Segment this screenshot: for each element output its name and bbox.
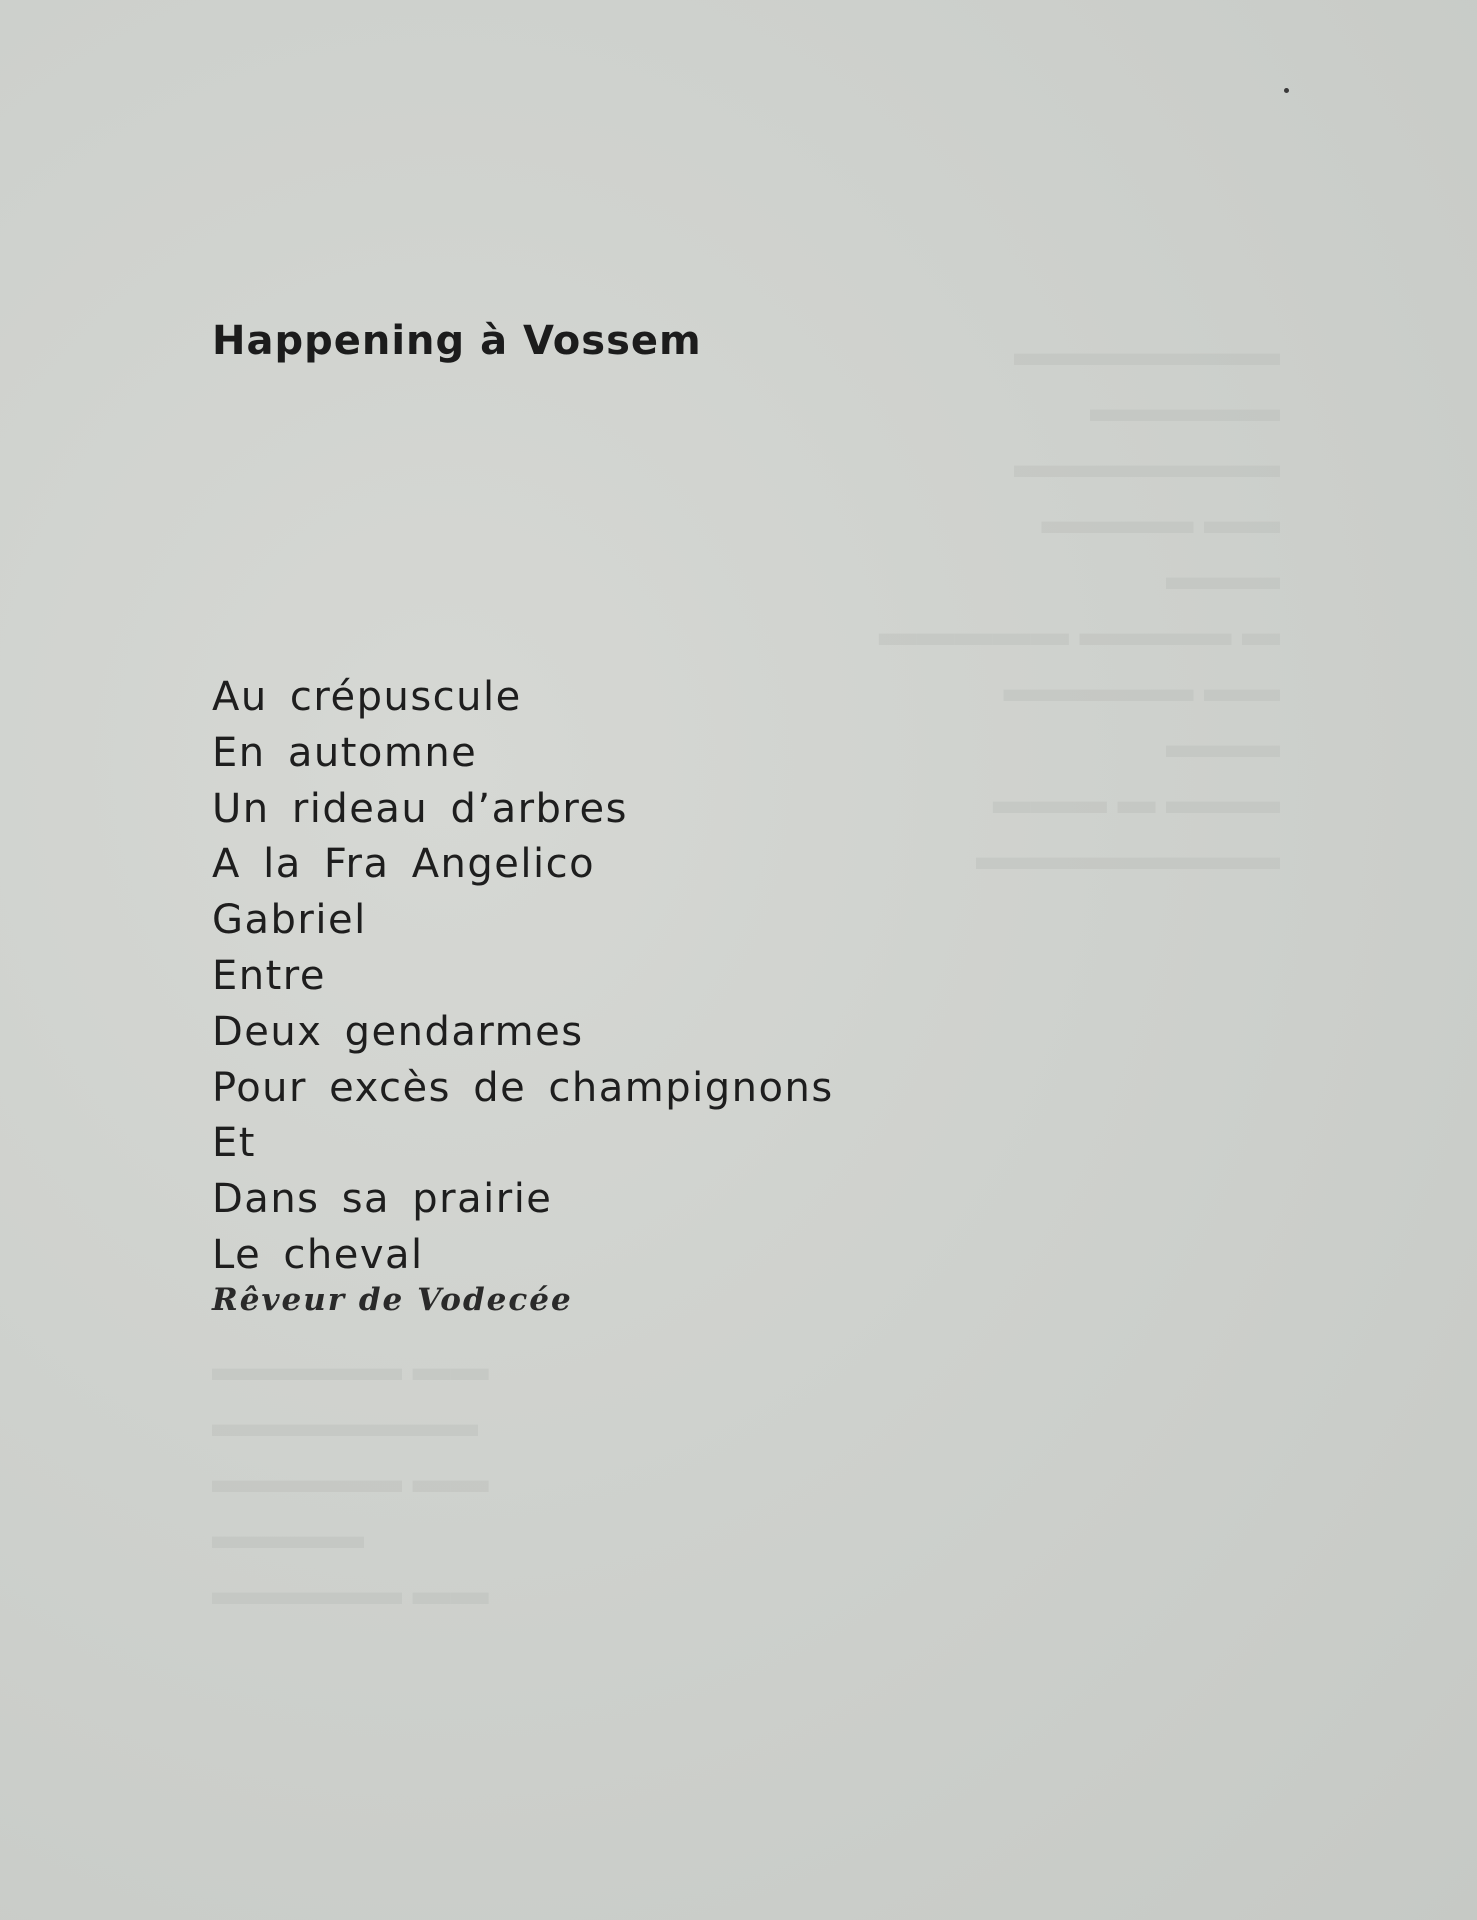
- poem-line: A la Fra Angelico: [212, 841, 596, 888]
- author-signature: Rêveur de Vodecée: [212, 1282, 573, 1318]
- poem-line: Deux gendarmes: [212, 1008, 584, 1055]
- poem-line: Un rideau d’arbres: [212, 785, 628, 832]
- poem-line: Dans sa prairie: [212, 1176, 553, 1223]
- paper-speck: [1284, 88, 1289, 93]
- poem-line: Pour excès de champignons: [212, 1064, 834, 1111]
- poem-line: En automne: [212, 729, 478, 776]
- poem-line: Entre: [212, 952, 326, 999]
- poem-line: Gabriel: [212, 897, 367, 944]
- poem-line: Le cheval: [212, 1231, 424, 1278]
- show-through-text-left: ▬▬ ▬▬▬▬▬ ▬▬▬▬▬▬▬ ▬▬ ▬▬▬▬▬ ▬▬▬▬ ▬▬ ▬▬▬▬▬: [212, 1347, 489, 1613]
- poem-line: Au crépuscule: [212, 674, 522, 720]
- poem-body: [212, 670, 834, 1284]
- poem-title: Happening à Vossem: [212, 318, 702, 364]
- poem-line: Et: [212, 1120, 256, 1167]
- show-through-text-right: ▬▬▬▬▬▬▬ ▬▬▬▬▬ ▬▬▬▬▬▬▬ ▬▬ ▬▬▬▬ ▬▬▬ ▬ ▬▬▬▬ ▬▬▬▬▬ ▬▬ ▬▬▬▬▬ ▬▬▬ ▬▬▬ ▬ ▬▬▬ ▬▬▬▬▬▬▬▬: [878, 332, 1280, 878]
